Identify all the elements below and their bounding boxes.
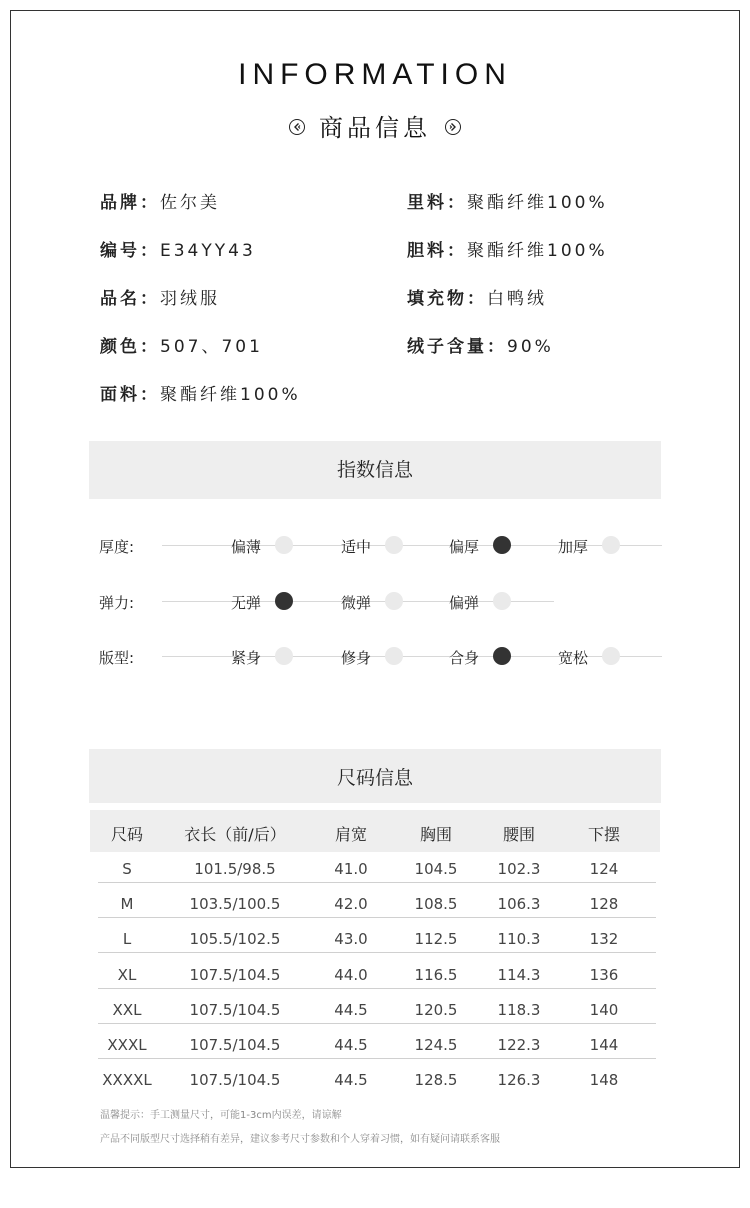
- size-header-cell: 腰围: [502, 825, 536, 844]
- info-value: 羽绒服: [160, 289, 220, 309]
- size-row-divider: [98, 917, 656, 918]
- size-label-cell: XXL: [112, 1001, 142, 1019]
- info-brand: [100, 188, 220, 213]
- size-header-cell: 下摆: [587, 825, 621, 844]
- info-down: [407, 332, 554, 357]
- size-value-cell: 128.5: [414, 1071, 458, 1089]
- info-code: [100, 236, 256, 261]
- index-option: 合身: [449, 649, 480, 667]
- size-header-cell: 胸围: [419, 825, 453, 844]
- index-option: 偏薄: [231, 538, 262, 556]
- size-value-cell: 116.5: [414, 966, 458, 984]
- size-section-title: 尺码信息: [89, 749, 661, 803]
- index-dot-selected: [493, 536, 511, 554]
- index-dot: [602, 536, 620, 554]
- index-option: 偏弹: [449, 594, 480, 612]
- size-value-cell: 122.3: [497, 1036, 541, 1054]
- size-value-cell: 102.3: [497, 860, 541, 878]
- info-filling: [407, 284, 547, 309]
- size-row-divider: [98, 952, 656, 953]
- index-label-elasticity: 弹力:: [99, 594, 135, 612]
- size-value-cell: 41.0: [334, 860, 368, 878]
- note-fit: 产品不同版型尺寸选择稍有差异，建议参考尺寸参数和个人穿着习惯，如有疑问请联系客服: [100, 1134, 500, 1145]
- index-option: 微弹: [341, 594, 372, 612]
- info-key: 绒子含量：: [407, 337, 507, 357]
- size-value-cell: 136: [589, 966, 619, 984]
- info-key: 面料：: [100, 385, 160, 405]
- size-value-cell: 44.0: [334, 966, 368, 984]
- size-value-cell: 120.5: [414, 1001, 458, 1019]
- size-row-divider: [98, 1023, 656, 1024]
- index-option: 适中: [341, 538, 372, 556]
- info-inner: [407, 236, 608, 261]
- info-key: 品名：: [100, 289, 160, 309]
- info-value: 聚酯纤维100%: [467, 193, 608, 213]
- size-row-divider: [98, 988, 656, 989]
- info-key: 编号：: [100, 241, 160, 261]
- size-row-divider: [98, 882, 656, 883]
- info-key: 里料：: [407, 193, 467, 213]
- size-label-cell: XXXL: [107, 1036, 147, 1054]
- size-value-cell: 44.5: [334, 1001, 368, 1019]
- size-value-cell: 43.0: [334, 930, 368, 948]
- arrow-left-circle-icon: [289, 119, 305, 135]
- index-dot: [385, 647, 403, 665]
- info-fabric: [100, 380, 301, 405]
- index-dot: [602, 647, 620, 665]
- size-header-cell: 衣长（前/后）: [184, 825, 286, 844]
- size-label-cell: M: [120, 895, 134, 913]
- size-value-cell: 124: [589, 860, 619, 878]
- index-dot: [385, 536, 403, 554]
- info-name: [100, 284, 220, 309]
- size-value-cell: 106.3: [497, 895, 541, 913]
- info-value: 90%: [507, 337, 554, 357]
- index-option: 无弹: [231, 594, 262, 612]
- page-frame: [10, 10, 740, 1168]
- index-section-title: 指数信息: [89, 441, 661, 499]
- index-dot-selected: [275, 592, 293, 610]
- info-lining: [407, 188, 608, 213]
- size-value-cell: 107.5/104.5: [189, 1071, 281, 1089]
- size-label-cell: XL: [117, 966, 137, 984]
- size-value-cell: 140: [589, 1001, 619, 1019]
- index-dot: [385, 592, 403, 610]
- arrow-right-circle-icon: [445, 119, 461, 135]
- note-measure: 温馨提示：手工测量尺寸，可能1-3cm内误差，请谅解: [100, 1110, 342, 1121]
- size-value-cell: 104.5: [414, 860, 458, 878]
- size-header-cell: 尺码: [110, 825, 144, 844]
- index-dot: [275, 647, 293, 665]
- size-table-header: [90, 810, 660, 852]
- index-dot: [275, 536, 293, 554]
- info-value: 聚酯纤维100%: [160, 385, 301, 405]
- size-value-cell: 103.5/100.5: [189, 895, 281, 913]
- index-option: 偏厚: [449, 538, 480, 556]
- title-chinese-text: 商品信息: [319, 114, 431, 142]
- size-value-cell: 144: [589, 1036, 619, 1054]
- info-key: 填充物：: [407, 289, 487, 309]
- size-value-cell: 107.5/104.5: [189, 1036, 281, 1054]
- size-value-cell: 42.0: [334, 895, 368, 913]
- index-dot-selected: [493, 647, 511, 665]
- title-english: INFORMATION: [238, 58, 512, 91]
- info-value: 聚酯纤维100%: [467, 241, 608, 261]
- index-option: 紧身: [231, 649, 262, 667]
- size-value-cell: 108.5: [414, 895, 458, 913]
- size-header-cell: 肩宽: [334, 825, 368, 844]
- index-label-thickness: 厚度:: [99, 538, 135, 556]
- index-label-fit: 版型:: [99, 649, 135, 667]
- size-row-divider: [98, 1058, 656, 1059]
- info-value: 507、701: [160, 337, 263, 357]
- index-option: 宽松: [558, 649, 589, 667]
- size-value-cell: 118.3: [497, 1001, 541, 1019]
- size-label-cell: XXXXL: [102, 1071, 152, 1089]
- index-option: 修身: [341, 649, 372, 667]
- size-value-cell: 101.5/98.5: [194, 860, 276, 878]
- index-dot: [493, 592, 511, 610]
- info-key: 品牌：: [100, 193, 160, 213]
- info-color: [100, 332, 263, 357]
- info-key: 胆料：: [407, 241, 467, 261]
- size-value-cell: 107.5/104.5: [189, 966, 281, 984]
- info-value: E34YY43: [160, 241, 256, 261]
- info-value: 白鸭绒: [487, 289, 547, 309]
- size-label-cell: S: [122, 860, 132, 878]
- size-value-cell: 124.5: [414, 1036, 458, 1054]
- size-value-cell: 105.5/102.5: [189, 930, 281, 948]
- size-value-cell: 132: [589, 930, 619, 948]
- size-value-cell: 148: [589, 1071, 619, 1089]
- size-value-cell: 44.5: [334, 1036, 368, 1054]
- info-value: 佐尔美: [160, 193, 220, 213]
- size-value-cell: 110.3: [497, 930, 541, 948]
- info-key: 颜色：: [100, 337, 160, 357]
- index-option: 加厚: [558, 538, 589, 556]
- size-value-cell: 126.3: [497, 1071, 541, 1089]
- size-value-cell: 44.5: [334, 1071, 368, 1089]
- size-value-cell: 112.5: [414, 930, 458, 948]
- title-chinese: [0, 108, 750, 143]
- size-value-cell: 107.5/104.5: [189, 1001, 281, 1019]
- size-label-cell: L: [122, 930, 132, 948]
- size-value-cell: 128: [589, 895, 619, 913]
- size-value-cell: 114.3: [497, 966, 541, 984]
